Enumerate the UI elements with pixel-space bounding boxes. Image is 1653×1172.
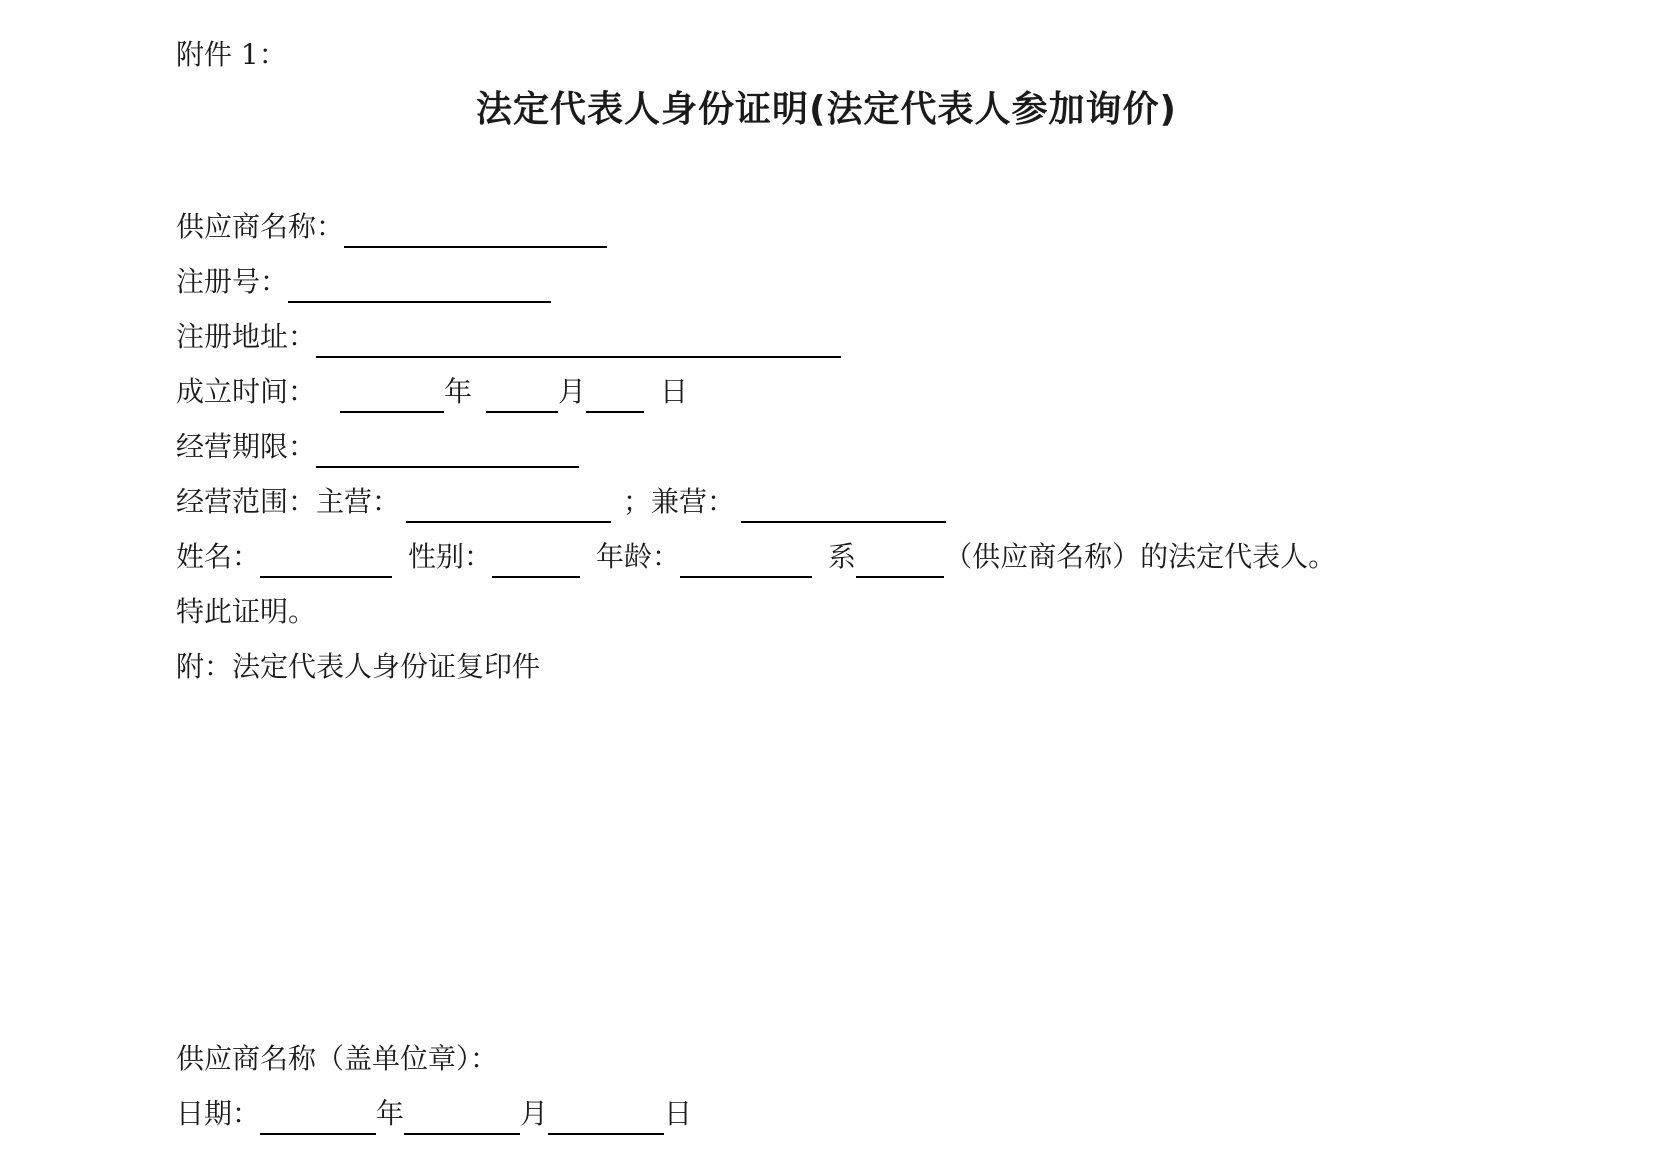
supplier-name-blank[interactable]	[344, 216, 607, 248]
semicolon-text: ；	[623, 485, 652, 518]
date-day-label: 日	[664, 1097, 693, 1130]
certify-row	[176, 595, 316, 629]
certify-text: 特此证明。	[176, 595, 317, 628]
supplier-seal-label: 供应商名称（盖单位章）：	[176, 1042, 499, 1075]
reg-address-label: 注册地址：	[176, 320, 317, 353]
name-label: 姓名：	[176, 540, 261, 573]
supplier-name-row	[176, 210, 607, 244]
business-scope-label: 经营范围：主营：	[176, 485, 401, 518]
date-month-blank[interactable]	[404, 1103, 520, 1135]
established-year-label: 年	[444, 375, 473, 408]
business-scope-row	[176, 485, 946, 519]
reg-address-row	[176, 320, 841, 354]
established-year-blank[interactable]	[340, 381, 444, 413]
gender-label: 性别：	[408, 540, 493, 573]
document-title: 法定代表人身份证明(法定代表人参加询价)	[476, 89, 1177, 130]
date-label: 日期：	[176, 1097, 261, 1130]
date-row	[176, 1097, 692, 1131]
date-day-blank[interactable]	[548, 1103, 664, 1135]
reg-no-row	[176, 265, 551, 299]
secondary-business-label: 兼营：	[651, 485, 736, 518]
established-day-blank[interactable]	[586, 381, 644, 413]
age-label: 年龄：	[596, 540, 681, 573]
established-row	[176, 375, 688, 409]
business-term-blank[interactable]	[316, 436, 579, 468]
reg-no-label: 注册号：	[176, 265, 289, 298]
name-blank[interactable]	[260, 546, 392, 578]
date-month-label: 月	[520, 1097, 549, 1130]
gender-blank[interactable]	[492, 546, 580, 578]
date-year-blank[interactable]	[260, 1103, 376, 1135]
attachment-label	[176, 38, 287, 72]
primary-business-blank[interactable]	[406, 491, 611, 523]
secondary-business-blank[interactable]	[741, 491, 946, 523]
supplier-seal-row	[176, 1042, 498, 1076]
business-term-row	[176, 430, 579, 464]
attachment-note-row	[176, 650, 540, 684]
date-year-label: 年	[376, 1097, 405, 1130]
established-label: 成立时间：	[176, 375, 317, 408]
established-month-blank[interactable]	[486, 381, 558, 413]
established-month-label: 月	[558, 375, 587, 408]
reg-address-blank[interactable]	[316, 326, 841, 358]
representative-row	[176, 540, 1336, 574]
supplier-name-label: 供应商名称：	[176, 210, 345, 243]
age-blank[interactable]	[680, 546, 812, 578]
rep-of-text: （供应商名称）的法定代表人。	[944, 540, 1337, 573]
is-of-label: 系	[828, 540, 857, 573]
reg-no-blank[interactable]	[288, 271, 551, 303]
business-term-label: 经营期限：	[176, 430, 317, 463]
attachment-note-text: 附：法定代表人身份证复印件	[176, 650, 541, 683]
company-blank[interactable]	[856, 546, 944, 578]
established-day-label: 日	[660, 375, 689, 408]
attachment-label-text: 附件 1：	[176, 38, 287, 71]
